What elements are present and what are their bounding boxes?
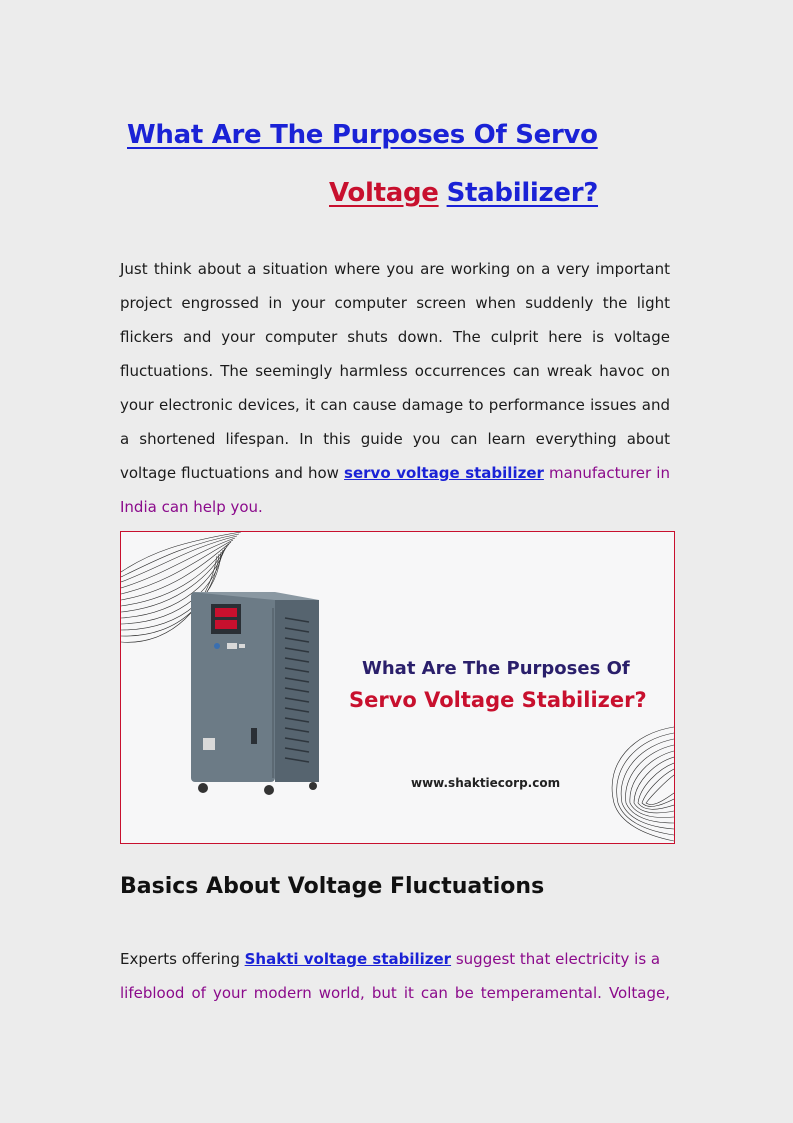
image-heading-line2: Servo Voltage Stabilizer?: [349, 688, 647, 712]
intro-line: a shortened lifespan. In this guide you can learn everything about: [120, 430, 670, 448]
intro-line: flickers and your computer shuts down. The culprit here is voltage: [120, 328, 670, 346]
intro-line: Just think about a situation where you are working on a very important: [120, 260, 670, 278]
voltage-stabilizer-cabinet-icon: [189, 588, 329, 798]
section-line1-suffix: suggest that electricity is a: [455, 950, 661, 968]
hero-image: [120, 531, 675, 844]
intro-line7-prefix: voltage fluctuations and how: [120, 464, 339, 482]
document-title-line1[interactable]: [127, 120, 598, 150]
document-title-line2[interactable]: [329, 178, 598, 208]
wave-decoration-bottom-right-icon: [594, 723, 674, 843]
section-line: lifeblood of your modern world, but it can be temperamental. Voltage,: [120, 984, 670, 1002]
title-word-stabilizer[interactable]: Stabilizer?: [446, 178, 599, 208]
section-line1-prefix: Experts offering: [120, 950, 240, 968]
intro-paragraph: [120, 252, 670, 524]
image-heading-line1: What Are The Purposes Of: [362, 658, 630, 679]
intro-line: your electronic devices, it can cause damage to performance issues and: [120, 396, 670, 414]
intro-line: India can help you.: [120, 498, 263, 516]
intro-line: project engrossed in your computer screen when suddenly the light: [120, 294, 670, 312]
shakti-voltage-stabilizer-link[interactable]: Shakti voltage stabilizer: [244, 950, 452, 968]
section-paragraph: [120, 942, 670, 1010]
intro-line-with-link: [120, 456, 670, 490]
section-heading: Basics About Voltage Fluctuations: [120, 874, 545, 899]
servo-voltage-stabilizer-link[interactable]: servo voltage stabilizer: [344, 464, 544, 482]
image-website-url: www.shaktiecorp.com: [411, 776, 561, 790]
section-line-with-link: [120, 942, 670, 976]
title-line1-text[interactable]: What Are The Purposes Of Servo: [127, 120, 598, 150]
intro-line7-suffix: manufacturer in: [549, 464, 670, 482]
title-word-voltage[interactable]: Voltage: [329, 178, 439, 208]
intro-line: fluctuations. The seemingly harmless occurrences can wreak havoc on: [120, 362, 670, 380]
